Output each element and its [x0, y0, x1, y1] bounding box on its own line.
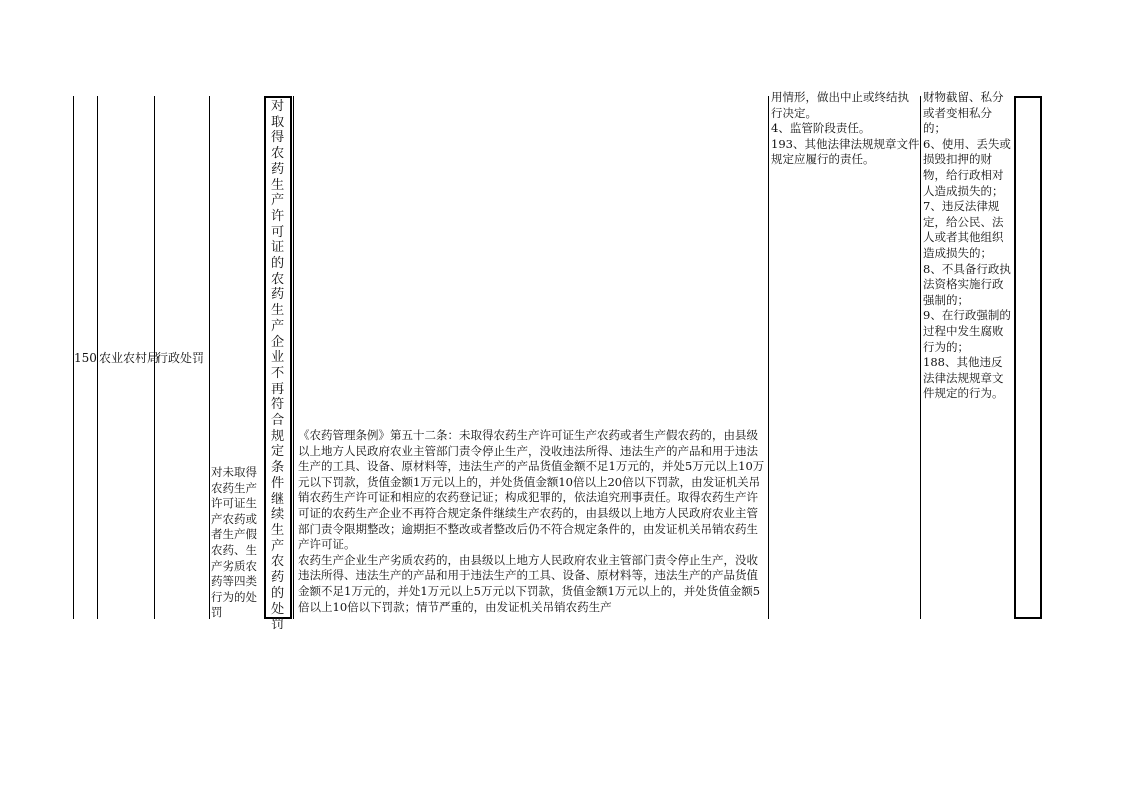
cell-department: [98, 96, 160, 619]
sub-item-name: 对取得农药生产许可证的农药生产企业不再符合规定条件继续生产农药的处罚: [271, 99, 285, 633]
department-name: 农业农村局: [99, 351, 160, 365]
legal-basis-text: 《农药管理条例》第五十二条：未取得农药生产许可证生产农药或者生产假农药的，由县级以上地方人民政府农业主管部门责令停止生产，没收违法所得、违法生产的产品和用于违法生产的工具、设备、原材料等，违法生产的产品货值金额不足1万元的，并处5万元以上10万元以下罚款，货值金额1万元以上的，并处货值金额10倍以上20倍以下罚款，由发证机关吊销农药生产许可证和相应的农药登记证；构成犯罪的，依法追究刑事责任。取得农药生产许可证的农药生产企业不再符合规定条件继续生产农药的，由县级以上地方人民政府农业主管部门责令限期整改；逾期拒不整改或者整改后仍不符合规定条件的，由发证机关吊销农药生产许可证。 农药生产企业生产劣质农药的，由县级以上地方人民政府农业主管部门责令停止生产，没收违法所得、违法生产的产品和用于违法生产的工具、设备、原材料等，违法生产的产品货值金额不足1万元的，并处1万元以上5万元以下罚款，货值金额1万元以上的，并处货值金额5倍以上10倍以下罚款；情节严重的，由发证机关吊销农药生产: [298, 428, 765, 614]
cell-sub-item[interactable]: [264, 96, 292, 633]
row-number: 150: [74, 350, 97, 365]
cell-power-type: [155, 96, 209, 619]
cell-legal-basis: [294, 96, 768, 619]
cell-item-name: [210, 96, 263, 619]
responsibility-text: 用情形，做出中止或终结执行决定。 4、监管阶段责任。 193、其他法律法规规章文件规定应履行的责任。: [771, 90, 920, 167]
cell-responsibility: [769, 90, 920, 619]
accountability-text: 财物截留、私分或者变相私分的； 6、使用、丢失或损毁扣押的财物，给行政相对人造成损失的； 7、违反法律规定，给公民、法人或者其他组织造成损失的； 8、不具备行政执法资格实施行政强制的； 9、在行政强制的过程中发生腐败行为的； 188、其他违反法律法规规章文件规定的行为。: [923, 90, 1011, 401]
cell-number: [73, 96, 97, 619]
cell-remarks[interactable]: [1014, 96, 1042, 619]
cell-accountability: [921, 90, 1013, 619]
item-name: 对未取得农药生产许可证生产农药或者生产假农药、生产劣质农药等四类行为的处罚: [211, 465, 257, 620]
power-type: 行政处罚: [156, 351, 205, 365]
